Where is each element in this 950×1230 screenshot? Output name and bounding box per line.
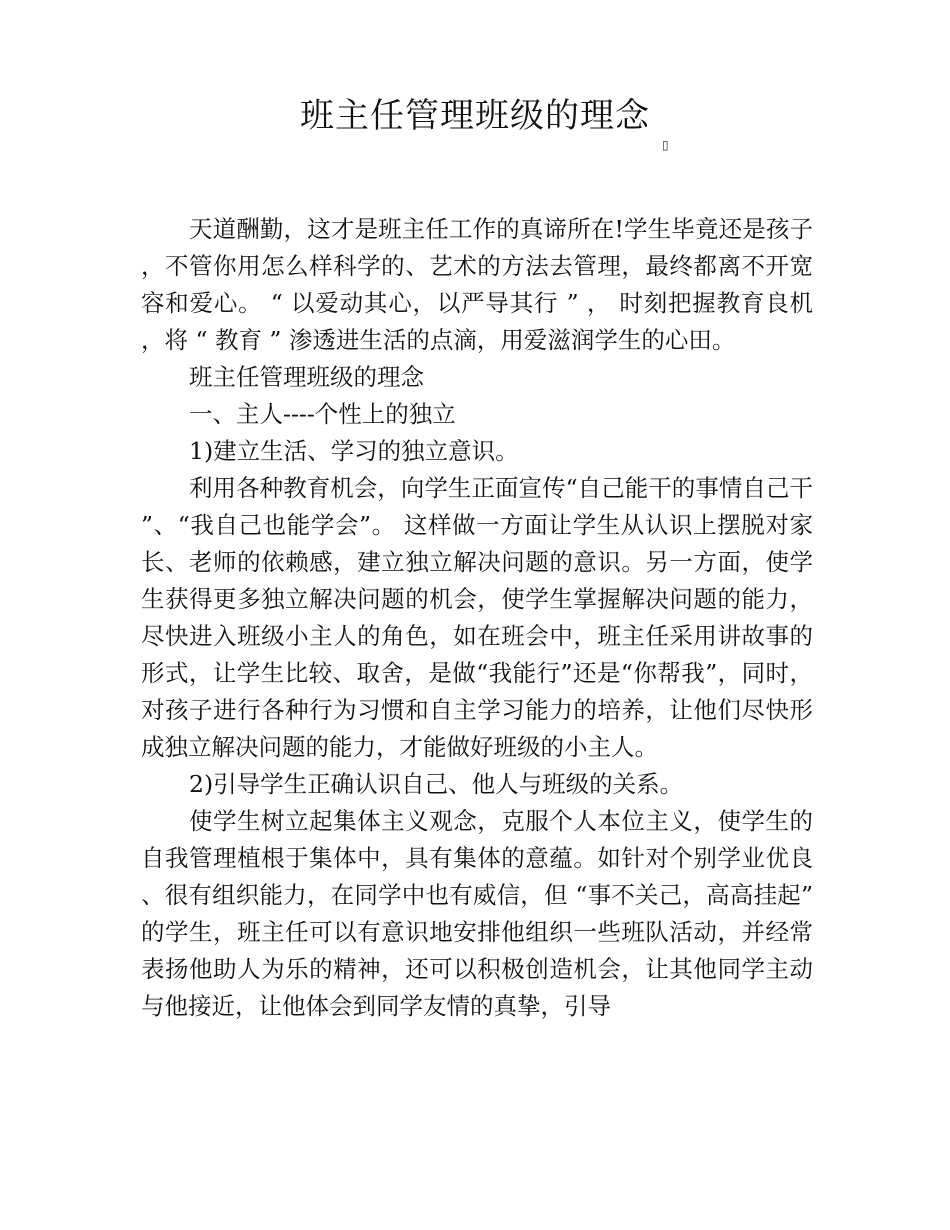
section-heading: 班主任管理班级的理念	[189, 363, 424, 391]
paragraph-point-1: 利用各种教育机会，向学生正面宣传“自己能干的事情自己干”、“我自己也能学会”。 这样做一方面让学生从认识上摆脱对家长、老师的依赖感，建立独立解决问题的意识。另一方面，使学生获得更多独立解决问题的机会，使学生掌握解决问题的能力，尽快进入班级小主人的角色，如在班会中，班主任采用讲故事的形式，让学生比较、取舍，是做“我能行”还是“你帮我”，同时，对孩子进行各种行为习惯和自主学习能力的培养，让他们尽快形成独立解决问题的能力，才能做好班级的小主人。	[141, 474, 813, 761]
paragraph-point-2: 使学生树立起集体主义观念，克服个人本位主义，使学生的自我管理植根于集体中，具有集体的意蕴。如针对个别学业优良、很有组织能力，在同学中也有威信，但 “事不关己，高高挂起”的学生，班主任可以有意识地安排他组织一些班队活动，并经常表扬他助人为乐的精神，还可以积极创造机会，让其他同学主动与他接近，让他体会到同学友情的真挚，引导	[141, 807, 813, 1020]
subsection-heading-1: 一、主人----个性上的独立	[189, 400, 456, 428]
page-title: 班主任管理班级的理念	[300, 96, 650, 136]
point-heading-1: 1)建立生活、学习的独立意识。	[189, 437, 519, 465]
document-body	[141, 211, 813, 1025]
paragraph-intro: 天道酬勤，这才是班主任工作的真谛所在!学生毕竟还是孩子，不管你用怎么样科学的、艺术的方法去管理，最终都离不开宽容和爱心。 “ 以爱动其心，以严导其行 ” ， 时刻把握教育良机，将 “ 教育 ” 渗透进生活的点滴，用爱滋润学生的心田。	[141, 215, 813, 354]
point-heading-2: 2)引导学生正确认识自己、他人与班级的关系。	[189, 770, 684, 798]
title-footnote-mark: ▯	[662, 138, 669, 152]
